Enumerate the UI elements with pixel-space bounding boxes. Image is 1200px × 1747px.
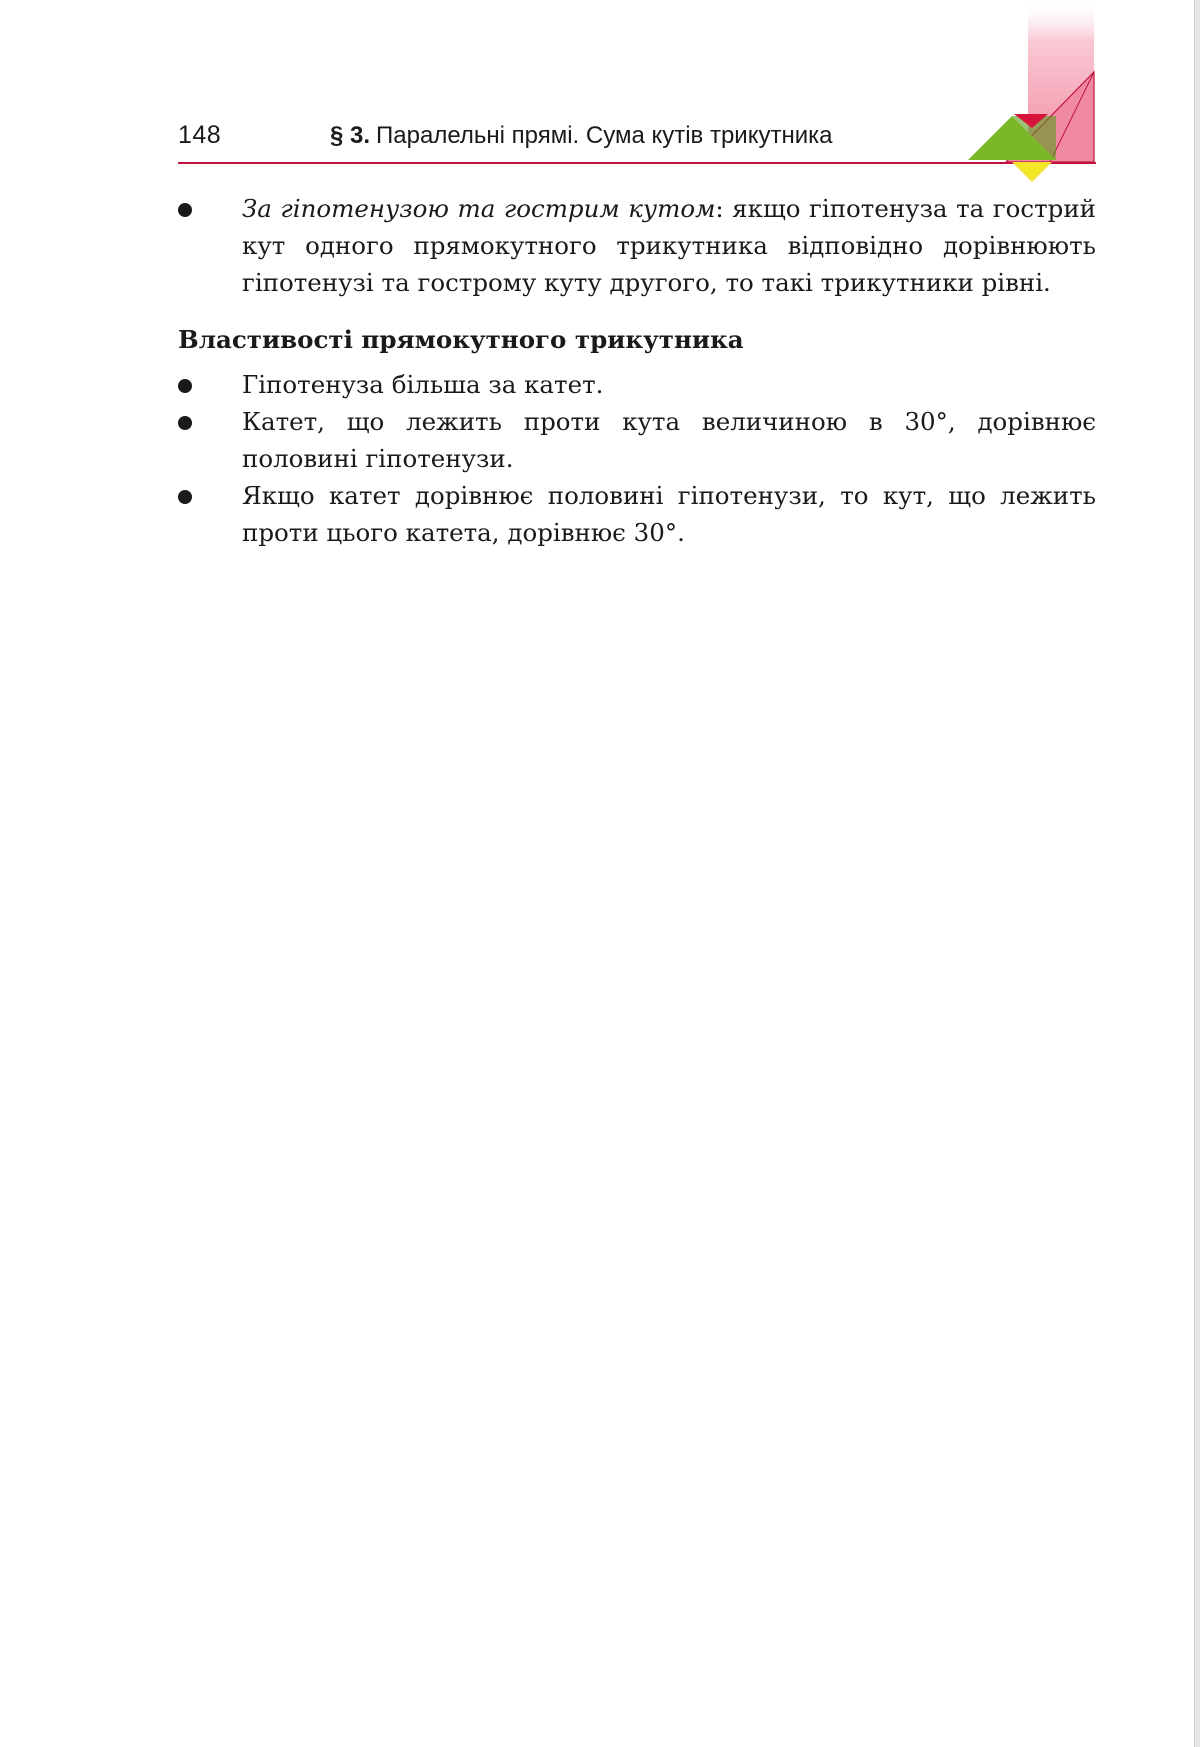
property-item (178, 477, 1096, 551)
properties-heading: Властивості прямокутного трикутника (178, 325, 744, 354)
page-number: 148 (178, 121, 222, 149)
property-text: Гіпотенуза більша за катет. (242, 370, 604, 399)
section-mark: § 3. (330, 122, 371, 149)
section-title: Паралельні прямі. Сума кутів трикутника (376, 122, 833, 149)
bullet-icon (178, 379, 192, 393)
bullet-icon (178, 490, 192, 504)
criterion-text (242, 194, 1096, 297)
page-content (178, 190, 1096, 551)
criterion-body: : якщо гіпотенуза та гострий кут одного прямокутного трикутника відповідно дорівнюють гіпотенузі та гострому куту другого, то такі трикутники рівні. (242, 194, 1096, 297)
criterion-item (178, 190, 1096, 301)
criterion-lead: За гіпотенузою та гострим кутом (242, 194, 716, 223)
geometric-ornament-icon (960, 0, 1110, 190)
property-item (178, 366, 1096, 403)
property-text: Якщо катет дорівнює половині гіпотенузи, то кут, що лежить проти цього катета, дорівнює 30°. (242, 481, 1096, 547)
page-header (178, 118, 1096, 164)
bullet-icon (178, 416, 192, 430)
property-item (178, 403, 1096, 477)
bullet-icon (178, 203, 192, 217)
running-title (330, 122, 833, 150)
property-text: Катет, що лежить проти кута величиною в 30°, дорівнює половині гіпотенузи. (242, 407, 1096, 473)
